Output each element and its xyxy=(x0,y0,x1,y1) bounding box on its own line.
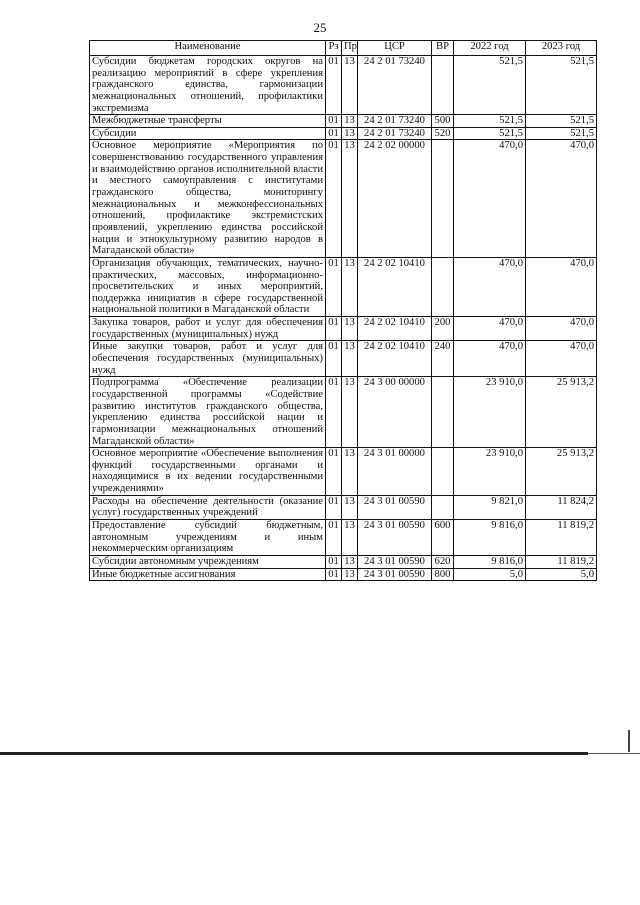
row-pr: 13 xyxy=(342,555,358,568)
row-name: Основное мероприятие «Мероприятия по совершенствованию государственного управления и взаимодействию органов исполнительной власти и местного самоуправления с институтами гражданского общества, мониторингу межнациональных и межконфессиональных отношений, профилактике экстремистских проявлений, укреплению единства российской нации и этнокультурному развитию народов в Магаданской области» xyxy=(90,140,326,257)
row-rz: 01 xyxy=(326,127,342,140)
row-value-2023: 470,0 xyxy=(526,140,597,257)
scan-edge-line-thin xyxy=(588,753,640,754)
row-csr: 24 3 00 00000 xyxy=(358,377,432,448)
row-name: Межбюджетные трансферты xyxy=(90,115,326,128)
row-value-2022: 23 910,0 xyxy=(454,448,526,496)
row-pr: 13 xyxy=(342,495,358,519)
scan-edge-line xyxy=(0,752,588,755)
row-rz: 01 xyxy=(326,377,342,448)
row-rz: 01 xyxy=(326,257,342,316)
row-value-2023: 521,5 xyxy=(526,127,597,140)
row-value-2022: 5,0 xyxy=(454,568,526,581)
row-csr: 24 2 02 10410 xyxy=(358,317,432,341)
row-csr: 24 3 01 00590 xyxy=(358,568,432,581)
row-csr: 24 3 01 00000 xyxy=(358,448,432,496)
row-value-2023: 521,5 xyxy=(526,56,597,115)
row-value-2022: 470,0 xyxy=(454,257,526,316)
page-number: 25 xyxy=(313,20,327,35)
row-vr xyxy=(432,495,454,519)
header-csr: ЦСР xyxy=(358,41,432,56)
row-rz: 01 xyxy=(326,555,342,568)
row-rz: 01 xyxy=(326,56,342,115)
row-vr xyxy=(432,56,454,115)
row-vr: 800 xyxy=(432,568,454,581)
budget-table xyxy=(89,40,597,581)
row-pr: 13 xyxy=(342,568,358,581)
row-csr: 24 2 01 73240 xyxy=(358,127,432,140)
table-row xyxy=(90,495,597,519)
scan-edge-mark xyxy=(628,730,630,752)
table-row xyxy=(90,56,597,115)
row-value-2023: 521,5 xyxy=(526,115,597,128)
row-value-2023: 470,0 xyxy=(526,341,597,377)
row-csr: 24 3 01 00590 xyxy=(358,495,432,519)
row-value-2023: 470,0 xyxy=(526,257,597,316)
row-csr: 24 2 02 10410 xyxy=(358,257,432,316)
row-value-2023: 5,0 xyxy=(526,568,597,581)
row-vr: 240 xyxy=(432,341,454,377)
row-vr xyxy=(432,257,454,316)
row-value-2022: 521,5 xyxy=(454,127,526,140)
table-row xyxy=(90,140,597,257)
row-pr: 13 xyxy=(342,127,358,140)
row-csr: 24 2 02 00000 xyxy=(358,140,432,257)
row-pr: 13 xyxy=(342,257,358,316)
row-pr: 13 xyxy=(342,115,358,128)
row-name: Субсидии бюджетам городских округов на реализацию мероприятий в сфере укрепления гражданского единства, гармонизации межнациональных отношений, профилактики экстремизма xyxy=(90,56,326,115)
row-vr: 520 xyxy=(432,127,454,140)
row-vr xyxy=(432,448,454,496)
row-csr: 24 2 01 73240 xyxy=(358,56,432,115)
row-pr: 13 xyxy=(342,341,358,377)
row-name: Субсидии xyxy=(90,127,326,140)
header-year-2023: 2023 год xyxy=(526,41,597,56)
row-rz: 01 xyxy=(326,140,342,257)
row-value-2022: 470,0 xyxy=(454,317,526,341)
row-name: Расходы на обеспечение деятельности (оказание услуг) государственных учреждений xyxy=(90,495,326,519)
row-rz: 01 xyxy=(326,317,342,341)
row-value-2022: 9 821,0 xyxy=(454,495,526,519)
row-value-2023: 25 913,2 xyxy=(526,377,597,448)
row-rz: 01 xyxy=(326,495,342,519)
row-rz: 01 xyxy=(326,341,342,377)
table-header-row xyxy=(90,41,597,56)
table-row xyxy=(90,377,597,448)
row-pr: 13 xyxy=(342,317,358,341)
row-value-2022: 23 910,0 xyxy=(454,377,526,448)
row-value-2022: 521,5 xyxy=(454,56,526,115)
row-value-2023: 11 819,2 xyxy=(526,519,597,555)
table-row xyxy=(90,115,597,128)
table-row xyxy=(90,519,597,555)
row-vr: 500 xyxy=(432,115,454,128)
row-pr: 13 xyxy=(342,140,358,257)
row-csr: 24 2 02 10410 xyxy=(358,341,432,377)
table-row xyxy=(90,568,597,581)
table-row xyxy=(90,127,597,140)
row-value-2022: 470,0 xyxy=(454,341,526,377)
row-vr xyxy=(432,377,454,448)
row-vr: 620 xyxy=(432,555,454,568)
table-row xyxy=(90,317,597,341)
row-value-2022: 521,5 xyxy=(454,115,526,128)
row-pr: 13 xyxy=(342,519,358,555)
table-row xyxy=(90,257,597,316)
row-name: Организация обучающих, тематических, научно-практических, массовых, информационно-просветительских и иных мероприятий, поддержка инициатив в сфере государственной национальной политики в Магаданской области xyxy=(90,257,326,316)
row-value-2023: 25 913,2 xyxy=(526,448,597,496)
row-value-2022: 470,0 xyxy=(454,140,526,257)
row-value-2023: 11 819,2 xyxy=(526,555,597,568)
row-name: Иные бюджетные ассигнования xyxy=(90,568,326,581)
row-csr: 24 3 01 00590 xyxy=(358,555,432,568)
row-name: Подпрограмма «Обеспечение реализации государственной программы «Содействие развитию институтов гражданского общества, укреплению единства российской нации и гармонизации межнациональных отношений Магаданской области» xyxy=(90,377,326,448)
row-value-2022: 9 816,0 xyxy=(454,519,526,555)
row-rz: 01 xyxy=(326,519,342,555)
row-csr: 24 2 01 73240 xyxy=(358,115,432,128)
row-pr: 13 xyxy=(342,56,358,115)
header-year-2022: 2022 год xyxy=(454,41,526,56)
row-name: Предоставление субсидий бюджетным, автономным учреждениям и иным некоммерческим организациям xyxy=(90,519,326,555)
row-name: Субсидии автономным учреждениям xyxy=(90,555,326,568)
header-pr: Пр xyxy=(342,41,358,56)
table-row xyxy=(90,555,597,568)
header-vr: ВР xyxy=(432,41,454,56)
table-row xyxy=(90,341,597,377)
row-csr: 24 3 01 00590 xyxy=(358,519,432,555)
row-rz: 01 xyxy=(326,115,342,128)
header-rz: Рз xyxy=(326,41,342,56)
row-name: Основное мероприятие «Обеспечение выполнения функций государственными органами и находящимися в их ведении государственными учреждениями» xyxy=(90,448,326,496)
row-name: Закупка товаров, работ и услуг для обеспечения государственных (муниципальных) нужд xyxy=(90,317,326,341)
row-vr xyxy=(432,140,454,257)
row-vr: 200 xyxy=(432,317,454,341)
row-value-2022: 9 816,0 xyxy=(454,555,526,568)
table-row xyxy=(90,448,597,496)
row-rz: 01 xyxy=(326,448,342,496)
row-pr: 13 xyxy=(342,448,358,496)
row-vr: 600 xyxy=(432,519,454,555)
row-rz: 01 xyxy=(326,568,342,581)
row-pr: 13 xyxy=(342,377,358,448)
row-name: Иные закупки товаров, работ и услуг для обеспечения государственных (муниципальных) нужд xyxy=(90,341,326,377)
row-value-2023: 11 824,2 xyxy=(526,495,597,519)
header-name: Наименование xyxy=(90,41,326,56)
row-value-2023: 470,0 xyxy=(526,317,597,341)
